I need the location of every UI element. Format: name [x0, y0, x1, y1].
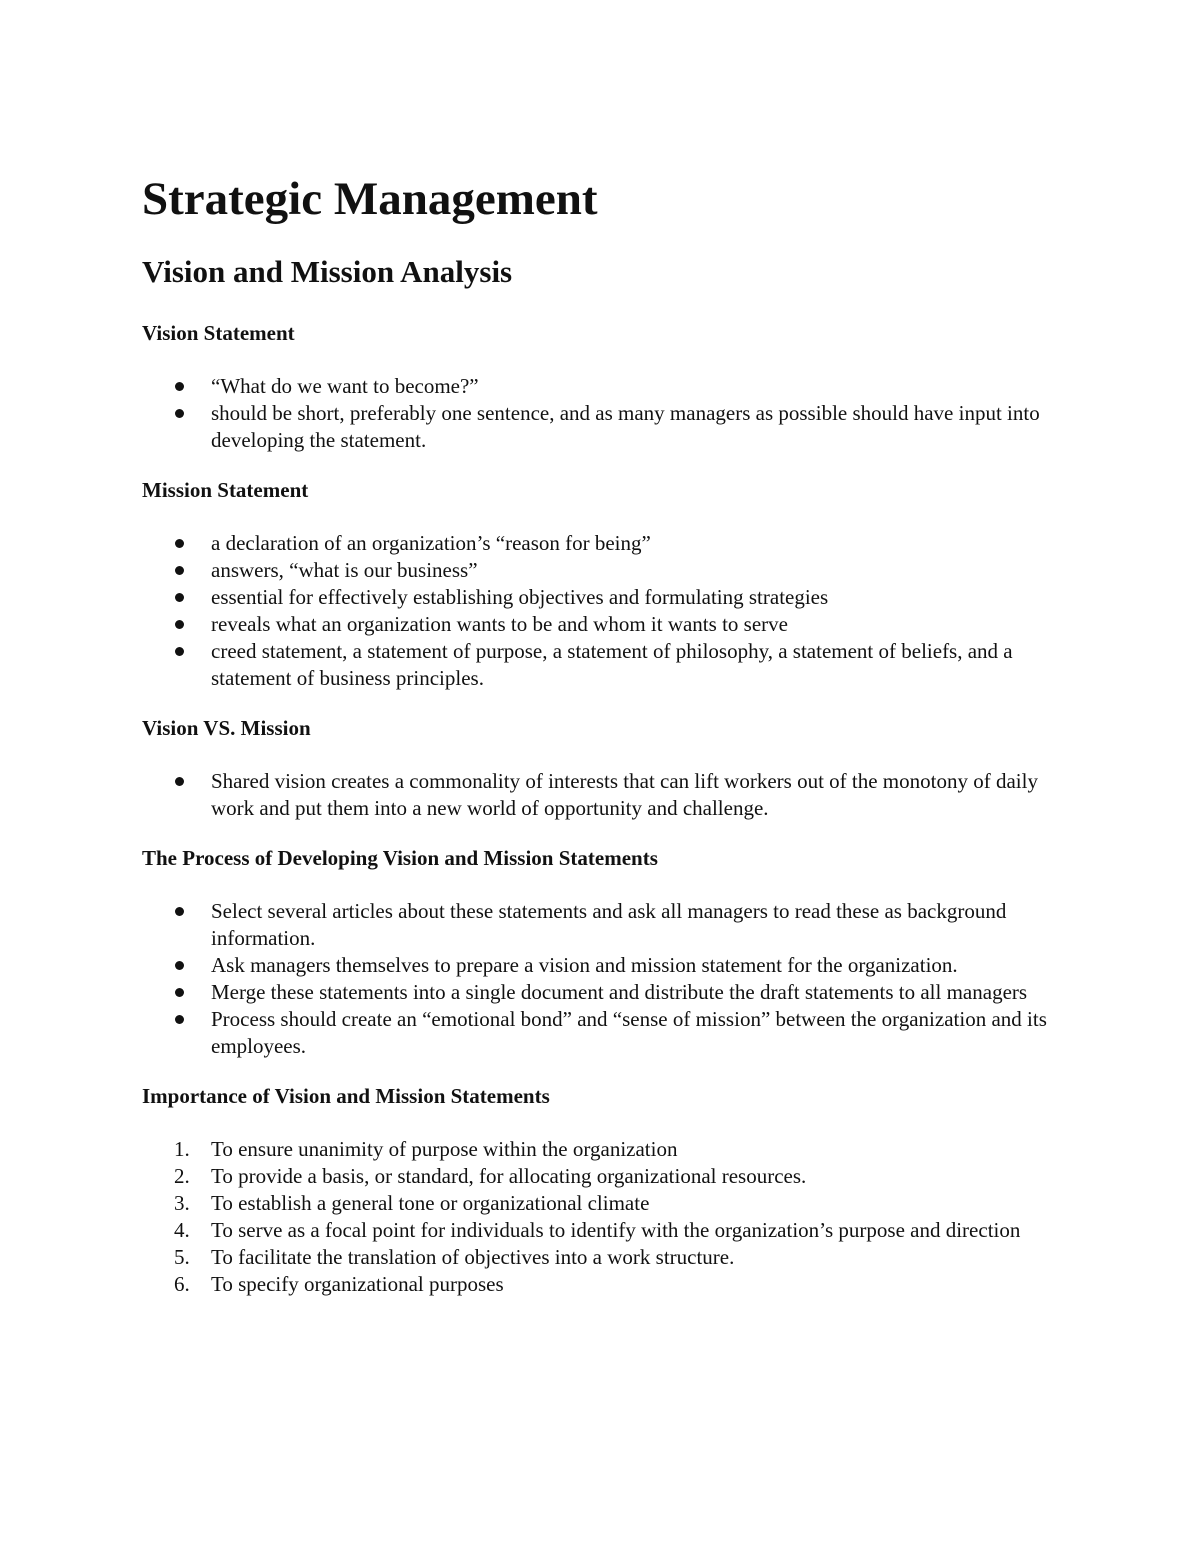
document-title: Strategic Management [142, 173, 598, 225]
list-item [142, 611, 1072, 638]
list-item-text: Shared vision creates a commonality of interests that can lift workers out of the monotony of daily work and put them into a new world of opportunity and challenge. [211, 769, 1038, 820]
list-item-text: To establish a general tone or organizational climate [211, 1191, 650, 1215]
list-item [142, 952, 1072, 979]
numbered-list [142, 1136, 1072, 1298]
list-number: 6. [174, 1272, 190, 1296]
bullet-list [142, 768, 1072, 822]
list-item [142, 979, 1072, 1006]
bullet-icon [175, 620, 184, 629]
list-item-text: reveals what an organization wants to be and whom it wants to serve [211, 612, 788, 636]
list-item-text: “What do we want to become?” [211, 374, 479, 398]
list-item-text: a declaration of an organization’s “reason for being” [211, 531, 651, 555]
list-item-text: To specify organizational purposes [211, 1272, 504, 1296]
bullet-icon [175, 566, 184, 575]
list-item [142, 638, 1072, 692]
list-item-text: To serve as a focal point for individuals to identify with the organization’s purpose and direction [211, 1218, 1021, 1242]
bullet-icon [175, 777, 184, 786]
list-item-text: Merge these statements into a single document and distribute the draft statements to all managers [211, 980, 1028, 1004]
list-item-text: To ensure unanimity of purpose within the organization [211, 1137, 678, 1161]
bullet-icon [175, 593, 184, 602]
list-number: 1. [174, 1137, 190, 1161]
list-item-text: Process should create an “emotional bond” and “sense of mission” between the organization and its employees. [211, 1007, 1047, 1058]
list-item [142, 557, 1072, 584]
section-heading: Vision Statement [142, 321, 295, 345]
list-item-text: To provide a basis, or standard, for allocating organizational resources. [211, 1164, 807, 1188]
list-item-text: Ask managers themselves to prepare a vision and mission statement for the organization. [211, 953, 958, 977]
list-item-text: Select several articles about these statements and ask all managers to read these as background information. [211, 899, 1007, 950]
list-number: 2. [174, 1164, 190, 1188]
list-number: 5. [174, 1245, 190, 1269]
list-item-text: To facilitate the translation of objectives into a work structure. [211, 1245, 735, 1269]
bullet-list [142, 530, 1072, 692]
list-item [142, 1217, 1072, 1244]
list-item [142, 530, 1072, 557]
list-item [142, 1163, 1072, 1190]
bullet-icon [175, 382, 184, 391]
bullet-icon [175, 539, 184, 548]
list-item [142, 1244, 1072, 1271]
section-heading: Importance of Vision and Mission Statements [142, 1084, 550, 1108]
list-item [142, 373, 1072, 400]
list-item-text: answers, “what is our business” [211, 558, 478, 582]
bullet-list [142, 898, 1072, 1060]
list-item-text: should be short, preferably one sentence, and as many managers as possible should have input into developing the statement. [211, 401, 1040, 452]
list-item [142, 1136, 1072, 1163]
list-number: 4. [174, 1218, 190, 1242]
list-item [142, 1006, 1072, 1060]
list-item-text: essential for effectively establishing objectives and formulating strategies [211, 585, 829, 609]
list-item [142, 898, 1072, 952]
section-vision-vs-mission [142, 715, 1072, 822]
document-page [142, 168, 1072, 1298]
section-heading: The Process of Developing Vision and Mission Statements [142, 846, 658, 870]
section-mission-statement [142, 477, 1072, 692]
section-heading: Mission Statement [142, 478, 309, 502]
list-item [142, 768, 1072, 822]
bullet-list [142, 373, 1072, 454]
list-item [142, 1190, 1072, 1217]
section-heading: Vision VS. Mission [142, 716, 311, 740]
bullet-icon [175, 409, 184, 418]
document-subtitle: Vision and Mission Analysis [142, 254, 513, 289]
bullet-icon [175, 647, 184, 656]
section-importance [142, 1083, 1072, 1298]
list-item [142, 400, 1072, 454]
section-vision-statement [142, 320, 1072, 454]
bullet-icon [175, 1015, 184, 1024]
list-item [142, 1271, 1072, 1298]
bullet-icon [175, 988, 184, 997]
bullet-icon [175, 961, 184, 970]
list-number: 3. [174, 1191, 190, 1215]
bullet-icon [175, 907, 184, 916]
section-developing-process [142, 845, 1072, 1060]
list-item [142, 584, 1072, 611]
list-item-text: creed statement, a statement of purpose, a statement of philosophy, a statement of beliefs, and a statement of business principles. [211, 639, 1013, 690]
